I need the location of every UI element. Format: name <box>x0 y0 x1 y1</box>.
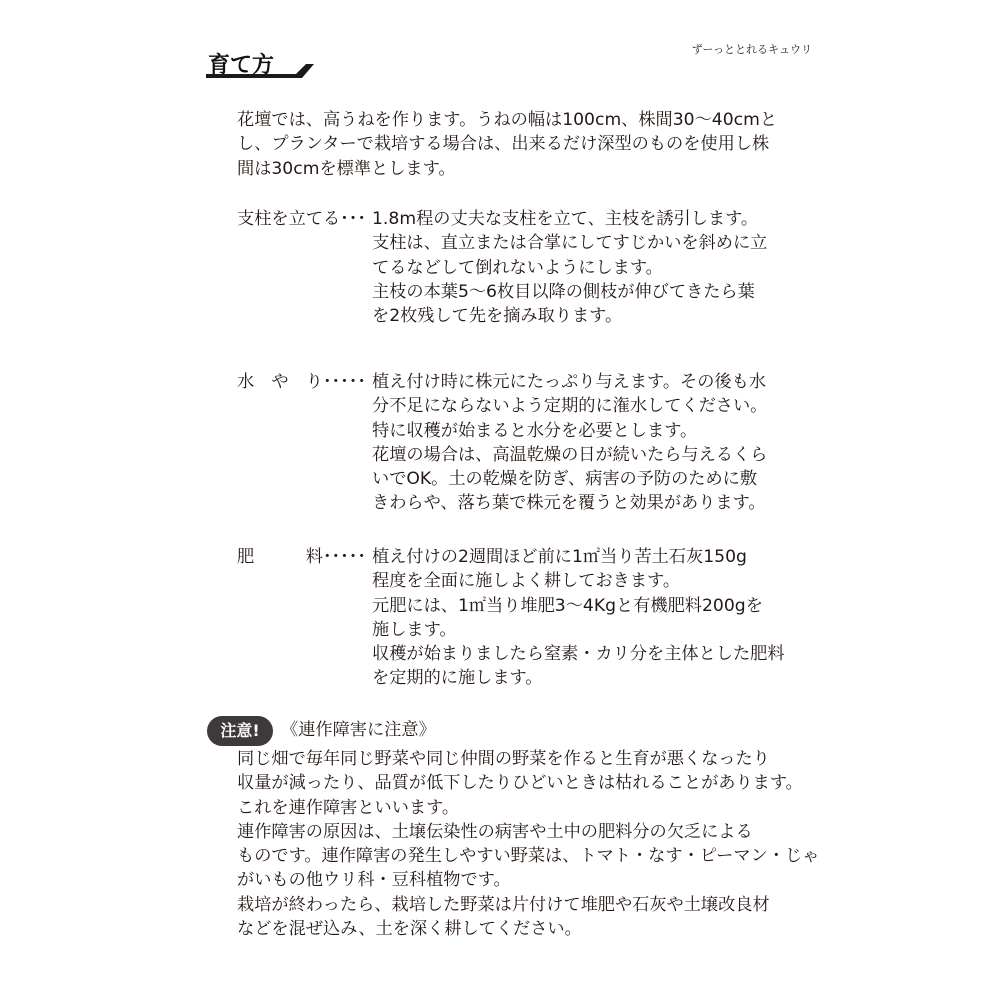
notice-line: 収量が減ったり、品質が低下したりひどいときは枯れることがあります。 <box>237 773 803 794</box>
section-line: 支柱は、直立または合掌にしてすじかいを斜めに立 <box>372 233 768 254</box>
section-label-support: 支柱を立てる･･･ <box>237 209 366 229</box>
intro-line: し、プランターで栽培する場合は、出来るだけ深型のものを使用し株 <box>237 134 770 155</box>
section-line: いでOK。土の乾燥を防ぎ、病害の予防のために敷 <box>372 469 758 490</box>
product-name: ずーっととれるキュウリ <box>691 43 812 56</box>
page-title: 育て方 <box>208 53 275 78</box>
notice-line: 栽培が終わったら、栽培した野菜は片付けて堆肥や石灰や土壌改良材 <box>237 894 770 915</box>
section-line: きわらや、落ち葉で株元を覆うと効果があります。 <box>372 493 766 514</box>
section-line: を定期的に施します。 <box>372 668 543 689</box>
section-body-watering <box>372 370 767 516</box>
section-line: を2枚残して先を摘み取ります。 <box>372 306 623 327</box>
section-line: 特に収穫が始まると水分を必要とします。 <box>372 420 698 441</box>
notice-line: ものです。連作障害の発生しやすい野菜は、トマト・なす・ピーマン・じゃ <box>237 846 820 867</box>
section-body-support <box>372 207 767 328</box>
section-line: 施します。 <box>372 619 457 640</box>
notice-line: 同じ畑で毎年同じ野菜や同じ仲間の野菜を作ると生育が悪くなったり <box>237 749 770 769</box>
section-line: 1.8m程の丈夫な支柱を立て、主枝を誘引します。 <box>372 209 759 229</box>
section-line: 分不足にならないよう定期的に潅水してください。 <box>372 396 768 417</box>
notice-line: などを混ぜ込み、土を深く耕してください。 <box>237 919 582 940</box>
section-line: 程度を全面に施しよく耕しておきます。 <box>372 571 681 592</box>
section-line: 植え付け時に株元にたっぷり与えます。その後も水 <box>372 372 766 392</box>
notice-paragraph <box>237 747 819 941</box>
section-line: 元肥には、1㎡当り堆肥3～4Kgと有機肥料200gを <box>372 595 763 616</box>
notice-line: 連作障害の原因は、土壌伝染性の病害や土中の肥料分の欠乏による <box>237 821 753 842</box>
section-label-watering: 水 や り･････ <box>237 372 366 392</box>
section-line: 主枝の本葉5～6枚目以降の側枝が伸びてきたら葉 <box>372 281 755 302</box>
notice-line: これを連作障害といいます。 <box>237 797 460 818</box>
section-line: 収穫が始まりましたら窒素・カリ分を主体とした肥料 <box>372 644 785 665</box>
section-line: 花壇の場合は、高温乾燥の日が続いたら与えるくら <box>372 444 768 465</box>
section-line: 植え付けの2週間ほど前に1㎡当り苦土石灰150g <box>372 547 747 567</box>
section-line: てるなどして倒れないようにします。 <box>372 257 663 278</box>
section-body-fertilizer <box>372 545 785 691</box>
notice-line: がいもの他ウリ科・豆科植物です。 <box>237 870 511 891</box>
intro-line: 花壇では、高うねを作ります。うねの幅は100cm、株間30～40cmと <box>237 110 778 130</box>
section-label-fertilizer: 肥 料･････ <box>237 547 366 567</box>
intro-paragraph <box>237 108 777 181</box>
notice-badge: 注意! <box>207 716 273 746</box>
intro-line: 間は30cmを標準とします。 <box>237 158 456 179</box>
notice-title: 《連作障害に注意》 <box>281 720 436 740</box>
